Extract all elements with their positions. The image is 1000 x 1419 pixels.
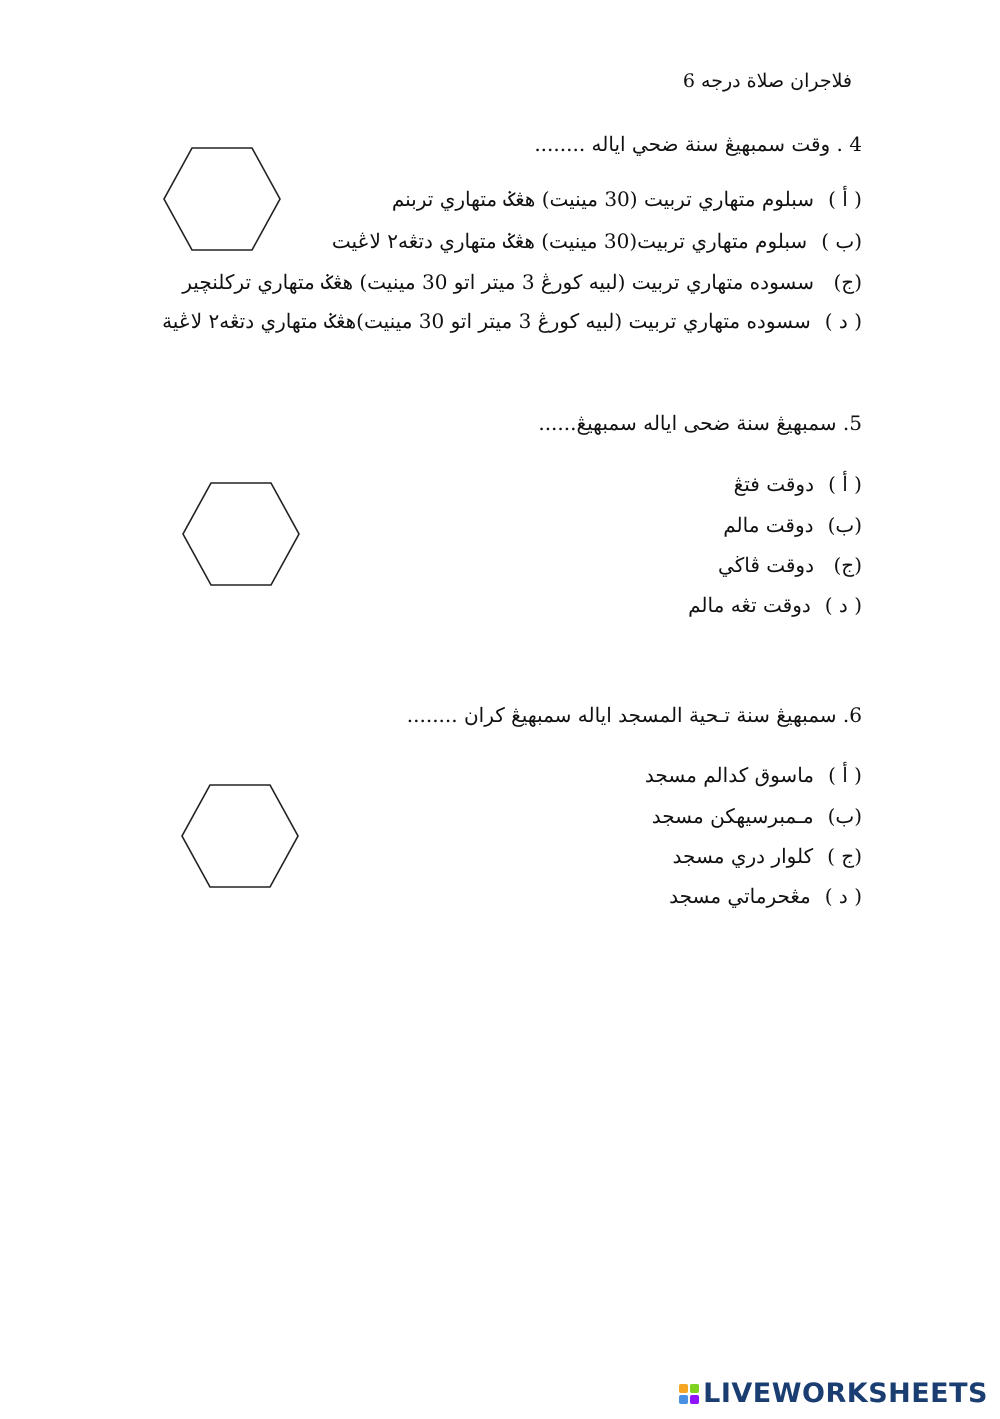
option-letter: ( د ): [824, 309, 862, 333]
option-text: دوقت مالم: [723, 513, 814, 537]
option-letter: (ج ): [827, 844, 862, 868]
option-letter: (ج): [833, 270, 862, 294]
option-letter: ( أ ): [828, 763, 862, 787]
question-6-option-c: [673, 844, 862, 868]
liveworksheets-brand[interactable]: [679, 1378, 988, 1409]
option-letter: (ب): [827, 804, 862, 828]
question-6-option-d: [669, 884, 862, 908]
option-letter: ( أ ): [828, 187, 862, 211]
option-text: ماسوق كدالم مسجد: [644, 763, 814, 787]
option-letter: ( د ): [824, 593, 862, 617]
question-4-text: 4 . وقت سمبهيڠ سنة ضحي اياله ........: [534, 132, 862, 156]
question-4-option-d: [162, 309, 862, 333]
option-text: سسوده متهاري تربيت (لبيه كورڠ 3 ميتر اتو 30 مينيت)هڠݢ متهاري دتڠه٢ لاڠية: [162, 309, 811, 333]
question-6-option-a: [645, 763, 862, 787]
option-text: مـمبرسيهكن مسجد: [651, 804, 814, 828]
option-text: سسوده متهاري تربيت (لبيه كورڠ 3 ميتر اتو 30 مينيت) هڠݢ متهاري تركلنچير: [182, 270, 814, 294]
question-5-option-d: [688, 593, 862, 617]
question-4-option-a: [392, 187, 862, 211]
answer-box-hexagon-q5[interactable]: [181, 482, 301, 586]
question-5-option-c: [718, 553, 862, 577]
option-letter: ( د ): [824, 884, 862, 908]
option-text: دوقت ڤاڬي: [718, 553, 814, 577]
brand-text: LIVEWORKSHEETS: [703, 1378, 988, 1409]
answer-box-hexagon-q4[interactable]: [162, 147, 282, 251]
option-text: دوقت تڠه مالم: [688, 593, 811, 617]
page-header: فلاجران صلاة درجه 6: [682, 70, 852, 92]
option-letter: (ب ): [821, 229, 862, 253]
option-text: سبلوم متهاري تربيت (30 مينيت) هڠݢ متهاري تربنم: [391, 187, 814, 211]
answer-box-hexagon-q6[interactable]: [180, 784, 300, 888]
option-letter: ( أ ): [828, 472, 862, 496]
liveworksheets-logo-icon: [679, 1384, 699, 1404]
option-text: مڠحرماتي مسجد: [669, 884, 811, 908]
option-letter: (ب): [827, 513, 862, 537]
question-5-option-a: [734, 472, 862, 496]
option-text: سبلوم متهاري تربيت(30 مينيت) هڠݢ متهاري دتڠه٢ لاڠيت: [331, 229, 808, 253]
option-text: كلوار دري مسجد: [672, 844, 814, 868]
question-5-option-b: [723, 513, 862, 537]
question-5-text: 5. سمبهيڠ سنة ضحى اياله سمبهيڠ......: [538, 411, 862, 435]
option-letter: (ج): [833, 553, 862, 577]
option-text: دوقت فتڠ: [733, 472, 814, 496]
question-4-option-c: [182, 270, 862, 294]
question-4-option-b: [332, 229, 862, 253]
question-6-text: 6. سمبهيڠ سنة تـحية المسجد اياله سمبهيڠ كران ........: [406, 703, 862, 727]
question-6-option-b: [652, 804, 862, 828]
